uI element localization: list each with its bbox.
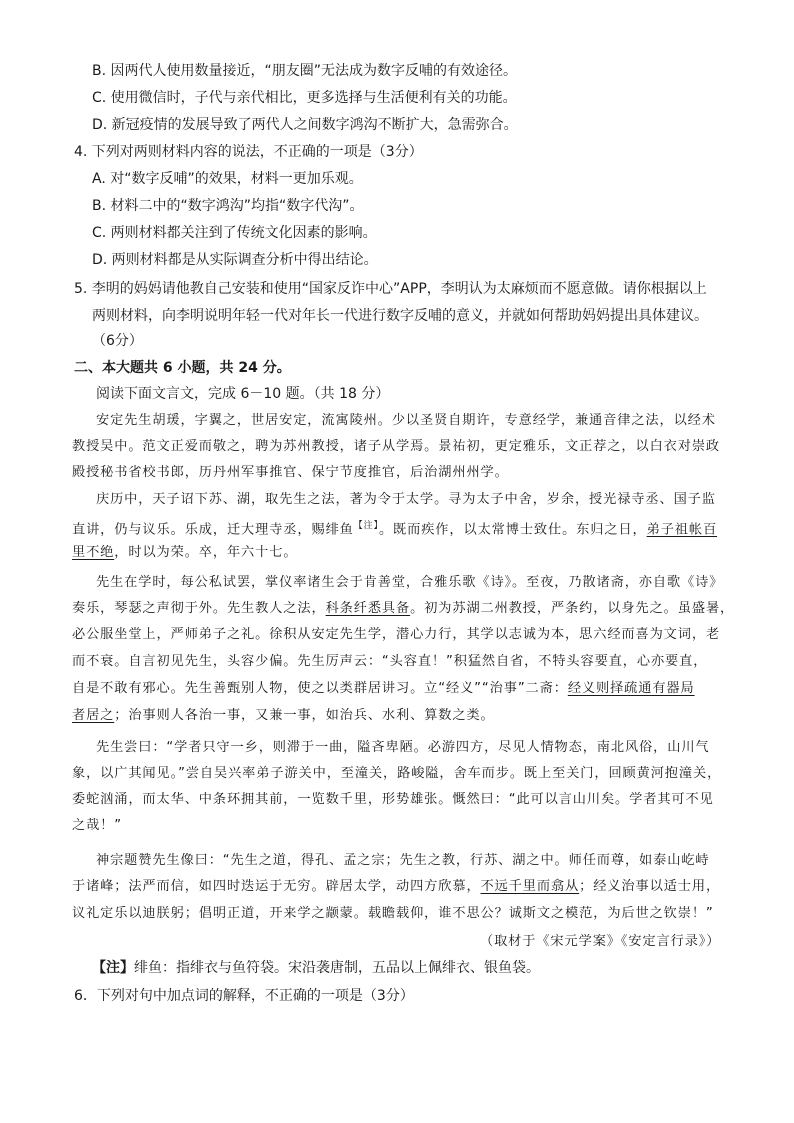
passage-p3-line-4: 而不衰。自言初见先生，头容少偏。先生厉声云：“头容直！”积猛然自省，不特头容要直，心亦要直， <box>72 654 708 669</box>
q5-line-2: 两则材料，向李明说明年轻一代对年长一代进行数字反哺的意义，并就如何帮助妈妈提出具体建议。 <box>92 308 708 324</box>
passage-text: 于诸峰；法严而信，如四时迭运于无穷。辟居太学，动四方欣慕， <box>72 879 481 894</box>
passage-p4-line-1: 先生尝曰：“学者只守一乡，则滞于一曲，隘吝卑陋。必游四方，尽见人情物态，南北风俗，山川气 <box>96 740 710 755</box>
passage-source: （取材于《宋元学案》《安定言行录》） <box>480 934 721 949</box>
passage-p1-line-1: 安定先生胡瑗，字翼之，世居安定，流寓陵州。少以圣贤自期许，专意经学，兼通音律之法，以经术 <box>96 413 716 428</box>
passage-text: 奏乐，琴瑟之声彻于外。先生教人之法， <box>72 601 326 616</box>
passage-text: 。既而疾作，以太常博士致仕。东归之日， <box>378 522 647 538</box>
passage-text: ；经义治事以适士用， <box>579 879 721 894</box>
q5-line-3: （6分） <box>92 333 143 349</box>
q4-option-a: A. 对“数字反哺”的效果，材料一更加乐观。 <box>92 171 363 187</box>
passage-text: ，时以为荣。卒，年六十七。 <box>114 545 298 560</box>
passage-p5-line-3: 议礼定乐以迪朕躬；倡明正道，开来学之颛蒙。载瞻载仰，谁不思公？诚斯文之模范，为后世之钦崇！” <box>72 906 714 921</box>
passage-p1-line-3: 殿授秘书省校书郎，历丹州军事推官、保宁节度推官，后治湖州州学。 <box>72 465 509 480</box>
q5-line-1: 5. 李明的妈妈请他教自己安装和使用“国家反诈中心”APP，李明认为太麻烦而不愿意做。请你根据以上 <box>74 281 707 297</box>
q4-option-d: D. 两则材料都是从实际调查分析中得出结论。 <box>92 252 378 268</box>
passage-p4-line-4: 之哉！” <box>72 818 122 833</box>
passage-p3-line-2 <box>72 599 734 619</box>
passage-text: 。初为苏湖二州教授，严条约，以身先之。虽盛暑， <box>410 601 735 616</box>
passage-p2-line-2 <box>72 516 717 540</box>
passage-p3-line-6 <box>72 706 495 726</box>
footnote-text: 绯鱼：指绯衣与鱼符袋。宋沿袭唐制，五品以上佩绯衣、银鱼袋。 <box>134 960 540 976</box>
passage-p3-line-5 <box>72 679 695 699</box>
underlined-phrase: 不远千里而翕从 <box>480 879 580 894</box>
q4-stem: 4. 下列对两则材料内容的说法，不正确的一项是（3分） <box>74 144 423 160</box>
section-2-heading: 二、本大题共 6 小题，共 24 分。 <box>74 360 291 376</box>
note-marker: 【注】 <box>353 521 379 531</box>
underlined-phrase: 里不绝 <box>72 545 115 560</box>
q6-stem: 6．下列对句中加点词的解释，不正确的一项是（3分） <box>74 988 414 1004</box>
q4-option-b: B. 材料二中的“数字鸿沟”均指“数字代沟”。 <box>92 198 364 214</box>
q4-option-c: C. 两则材料都关注到了传统文化因素的影响。 <box>92 225 377 241</box>
q3-option-d: D. 新冠疫情的发展导致了两代人之间数字鸿沟不断扩大，急需弥合。 <box>92 117 518 133</box>
passage-p3-line-3: 必公服坐堂上，严师弟子之礼。徐积从安定先生学，潜心力行，其学以志诚为本，思六经而喜为文词，老 <box>72 627 721 642</box>
passage-p4-line-2: 象，以广其闻见。”尝自吴兴率弟子游关中，至潼关，路峻隘，舍车而步。既上至关门，回顾黄河抱潼关， <box>72 766 722 781</box>
passage-p2-line-1: 庆历中，天子诏下苏、湖，取先生之法，著为令于太学。寻为太子中舍，岁余，授光禄寺丞、国子监 <box>96 492 716 507</box>
passage-p5-line-1: 神宗题赞先生像曰：“先生之道，得孔、孟之宗；先生之教，行苏、湖之中。师任而尊，如泰山屹峙 <box>96 853 710 868</box>
passage-text: 自是不敢有邪心。先生善甄别人物，使之以类群居讲习。立“经义”“治事”二斋： <box>72 681 568 696</box>
underlined-phrase: 科条纤悉具备 <box>325 601 411 616</box>
footnote <box>92 958 540 978</box>
q3-option-c: C. 使用微信时，子代与亲代相比，更多选择与生活便利有关的功能。 <box>92 90 517 106</box>
passage-p3-line-1: 先生在学时，每公私试罢，掌仪率诸生会于肯善堂，合雅乐歌《诗》。至夜，乃散诸斋，亦自歌《诗》 <box>96 575 724 590</box>
q3-option-b: B. 因两代人使用数量接近，“朋友圈”无法成为数字反哺的有效途径。 <box>92 63 518 79</box>
passage-text: 直讲，仍与议乐。乐成，迁大理寺丞，赐绯鱼 <box>72 522 354 538</box>
underlined-phrase: 者居之 <box>72 708 115 723</box>
passage-p5-line-2 <box>72 877 720 897</box>
footnote-label: 【注】 <box>92 960 134 976</box>
passage-p4-line-3: 委蛇汹涌，而太华、中条环拥其前，一览数千里，形势雄张。慨然曰：“此可以言山川矣。学者其可不见 <box>72 792 714 807</box>
underlined-phrase: 经义则择疏通有器局 <box>567 681 695 696</box>
section-2-intro: 阅读下面文言文，完成 6－10 题。（共 18 分） <box>96 386 390 402</box>
passage-p1-line-2: 教授吴中。范文正爱而敬之，聘为苏州教授，诸子从学焉。景祐初，更定雅乐，文正荐之，以白衣对崇政 <box>72 439 721 454</box>
passage-text: ；治事则人各治一事，又兼一事，如治兵、水利、算数之类。 <box>114 708 495 723</box>
passage-p2-line-3 <box>72 543 297 563</box>
underlined-phrase: 弟子祖帐百 <box>646 522 718 538</box>
